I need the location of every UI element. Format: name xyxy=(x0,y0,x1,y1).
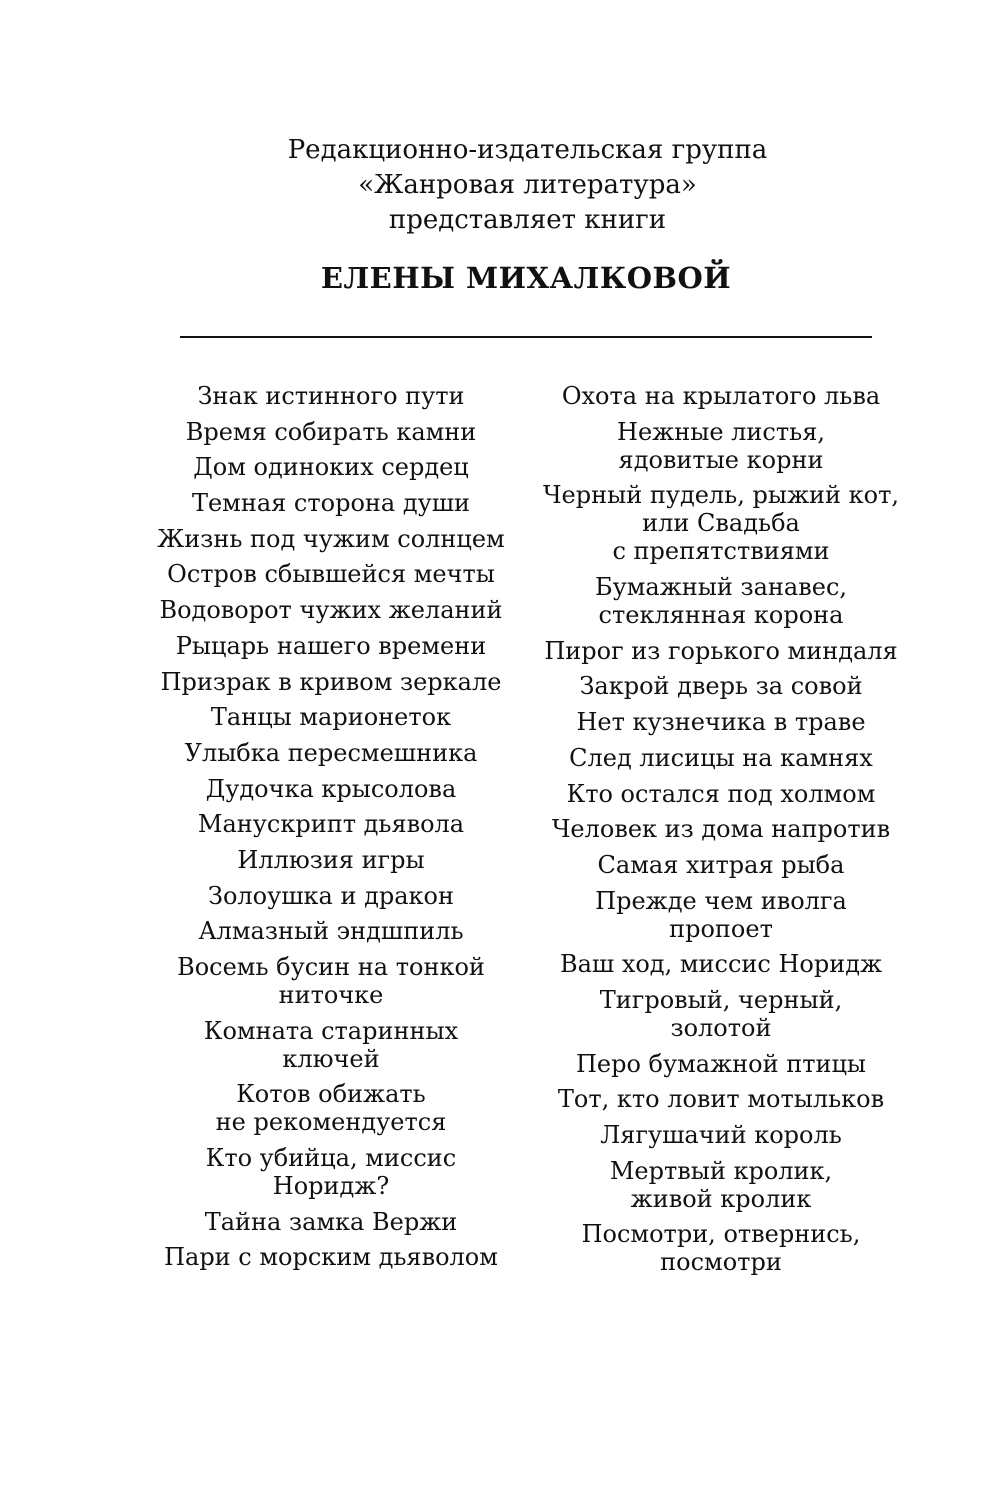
book-title: Жизнь под чужим солнцем xyxy=(157,524,505,553)
book-title: Перо бумажной птицы xyxy=(575,1049,867,1078)
book-title: Комната старинных ключей xyxy=(203,1016,459,1073)
header-line-2: «Жанровая литература» xyxy=(358,170,697,200)
book-title: Тигровый, черный, золотой xyxy=(599,985,843,1042)
book-title: Восемь бусин на тонкой ниточке xyxy=(177,953,485,1009)
book-title: Время собирать камни xyxy=(185,417,477,446)
book-title: Охота на крылатого льва xyxy=(561,382,881,410)
book-title: Алмазный эндшпиль xyxy=(198,917,464,946)
book-title: Нежные листья, ядовитые корни xyxy=(617,417,825,474)
book-title: Темная сторона души xyxy=(191,489,471,518)
book-title: Лягушачий король xyxy=(600,1121,842,1149)
horizontal-rule xyxy=(180,336,872,338)
book-title: Манускрипт дьявола xyxy=(197,810,465,839)
book-title: Самая хитрая рыба xyxy=(597,850,845,879)
book-title: Кто убийца, миссис Норидж? xyxy=(205,1144,457,1201)
book-title: Нет кузнечика в траве xyxy=(576,708,866,737)
book-title: Дом одиноких сердец xyxy=(193,453,469,482)
book-title: Прежде чем иволга пропоет xyxy=(595,886,847,943)
book-list-right xyxy=(540,380,902,1282)
book-title: Танцы марионеток xyxy=(210,703,452,732)
book-title: Мертвый кролик, живой кролик xyxy=(609,1156,833,1213)
book-title: Дудочка крысолова xyxy=(205,774,457,803)
header-line-3: представляет книги xyxy=(388,205,667,235)
book-title: Черный пудель, рыжий кот, или Свадьба с препятствиями xyxy=(542,481,900,566)
book-title: Посмотри, отвернись, посмотри xyxy=(581,1220,861,1277)
publisher-header xyxy=(0,133,1000,238)
book-title: Золоушка и дракон xyxy=(208,881,454,910)
header-line-1: Редакционно-издательская группа xyxy=(287,135,768,165)
book-title: Знак истинного пути xyxy=(197,382,465,410)
book-title: Бумажный занавес, стеклянная корона xyxy=(594,573,848,630)
book-title: Призрак в кривом зеркале xyxy=(160,667,502,696)
book-title: Закрой дверь за совой xyxy=(579,672,863,701)
book-title: Пирог из горького миндаля xyxy=(544,636,898,665)
book-list-left xyxy=(150,380,512,1277)
book-title: Человек из дома напротив xyxy=(551,815,891,844)
book-title: Тайна замка Вержи xyxy=(204,1207,458,1236)
book-title: Пари с морским дьяволом xyxy=(164,1243,498,1272)
book-title: Улыбка пересмешника xyxy=(184,738,478,767)
book-title: Ваш ход, миссис Норидж xyxy=(559,950,883,979)
book-title: Тот, кто ловит мотыльков xyxy=(557,1085,885,1114)
book-title: Остров сбывшейся мечты xyxy=(167,560,495,589)
book-title: Кто остался под холмом xyxy=(566,779,876,808)
author-name: ЕЛЕНЫ МИХАЛКОВОЙ xyxy=(320,261,732,295)
book-title: Иллюзия игры xyxy=(237,845,425,874)
book-title: Рыцарь нашего времени xyxy=(175,631,487,660)
book-title: Водоворот чужих желаний xyxy=(159,596,503,625)
book-title: Котов обижать не рекомендуется xyxy=(215,1080,447,1137)
book-title: След лисицы на камнях xyxy=(569,743,873,772)
